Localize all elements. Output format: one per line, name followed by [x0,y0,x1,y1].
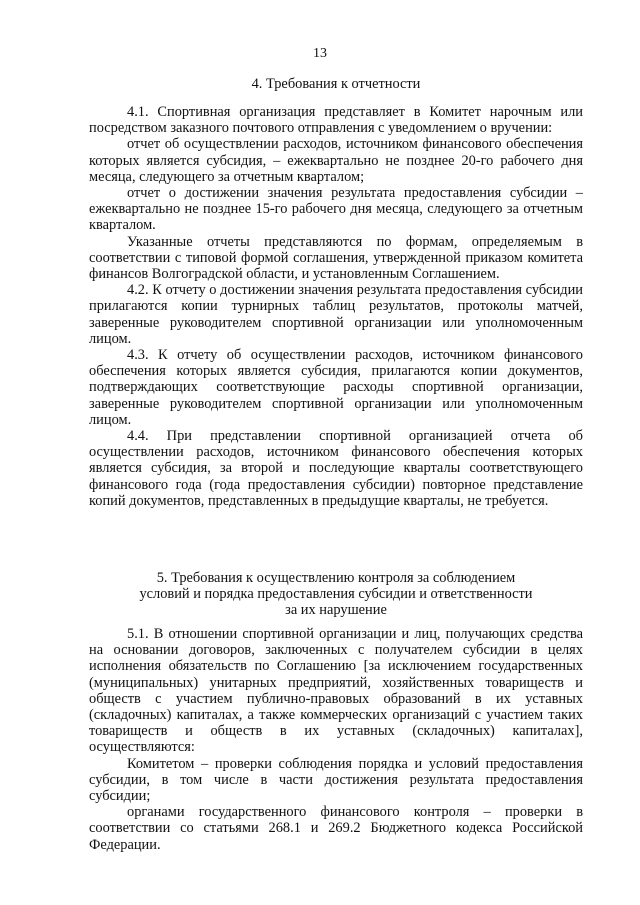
paragraph-report-expenses: отчет об осуществлении расходов, источником финансового обеспечения которых является субсидия, – ежеквартально не позднее 20-го рабочего дня месяца, следующего за отчетным кварталом; [89,136,583,185]
section-5-heading [89,570,583,619]
paragraph-4-1: 4.1. Спортивная организация представляет в Комитет нарочным или посредством заказного почтового отправления с уведомлением о вручении: [89,104,583,137]
paragraph-5-1: 5.1. В отношении спортивной организации и лиц, получающих средства на основании договоров, заключенных с получателем субсидии в целях исполнения обязательств по Соглашению [за исключением государственных (муниципальных) унитарных предприятий, хозяйственных товариществ и обществ с участием публично-правовых образований в их уставных (складочных) капиталах, а также коммерческих организаций с участием таких товариществ и обществ в их уставных (складочных) капиталах], осуществляются: [89,626,583,756]
paragraph-report-result: отчет о достижении значения результата предоставления субсидии – ежеквартально не позднее 15-го рабочего дня месяца, следующего за отчетным кварталом. [89,185,583,234]
page-number: 13 [313,46,327,61]
section-5-body [89,626,583,853]
paragraph-4-4: 4.4. При представлении спортивной организацией отчета об осуществлении расходов, источником финансового обеспечения которых является субсидия, за второй и последующие кварталы соответствующего финансового года (года предоставления субсидии) повторное представление копий документов, представленных в предыдущие кварталы, не требуется. [89,428,583,509]
section-5-heading-line-1: 5. Требования к осуществлению контроля за соблюдением [156,570,516,586]
paragraph-report-forms: Указанные отчеты представляются по формам, определяемым в соответствии с типовой формой соглашения, утвержденной приказом комитета финансов Волгоградской области, и установленным Соглашением. [89,233,583,283]
section-5-heading-line-2: условий и порядка предоставления субсидии и ответственности [139,586,533,603]
paragraph-financial-control: органами государственного финансового контроля – проверки в соответствии со статьями 268.1 и 269.2 Бюджетного кодекса Российской Федерации. [89,804,583,853]
section-5-heading-block [89,570,583,619]
section-4-heading: 4. Требования к отчетности [251,76,421,92]
paragraph-committee-checks: Комитетом – проверки соблюдения порядка и условий предоставления субсидии, в том числе в части достижения результата предоставления субсидии; [89,755,583,805]
section-5-heading-line-3: за их нарушение [285,602,387,619]
paragraph-4-3: 4.3. К отчету об осуществлении расходов, источником финансового обеспечения которых является субсидия, прилагаются копии документов, подтверждающих соответствующие расходы спортивной организации, заверенные руководителем спортивной организации или уполномоченным лицом. [89,347,583,428]
section-4-heading-block [89,76,583,92]
section-4-body [89,104,583,509]
paragraph-4-2: 4.2. К отчету о достижении значения результата предоставления субсидии прилагаются копии турнирных таблиц результатов, протоколы матчей, заверенные руководителем спортивной организации или уполномоченным лицом. [89,282,583,347]
